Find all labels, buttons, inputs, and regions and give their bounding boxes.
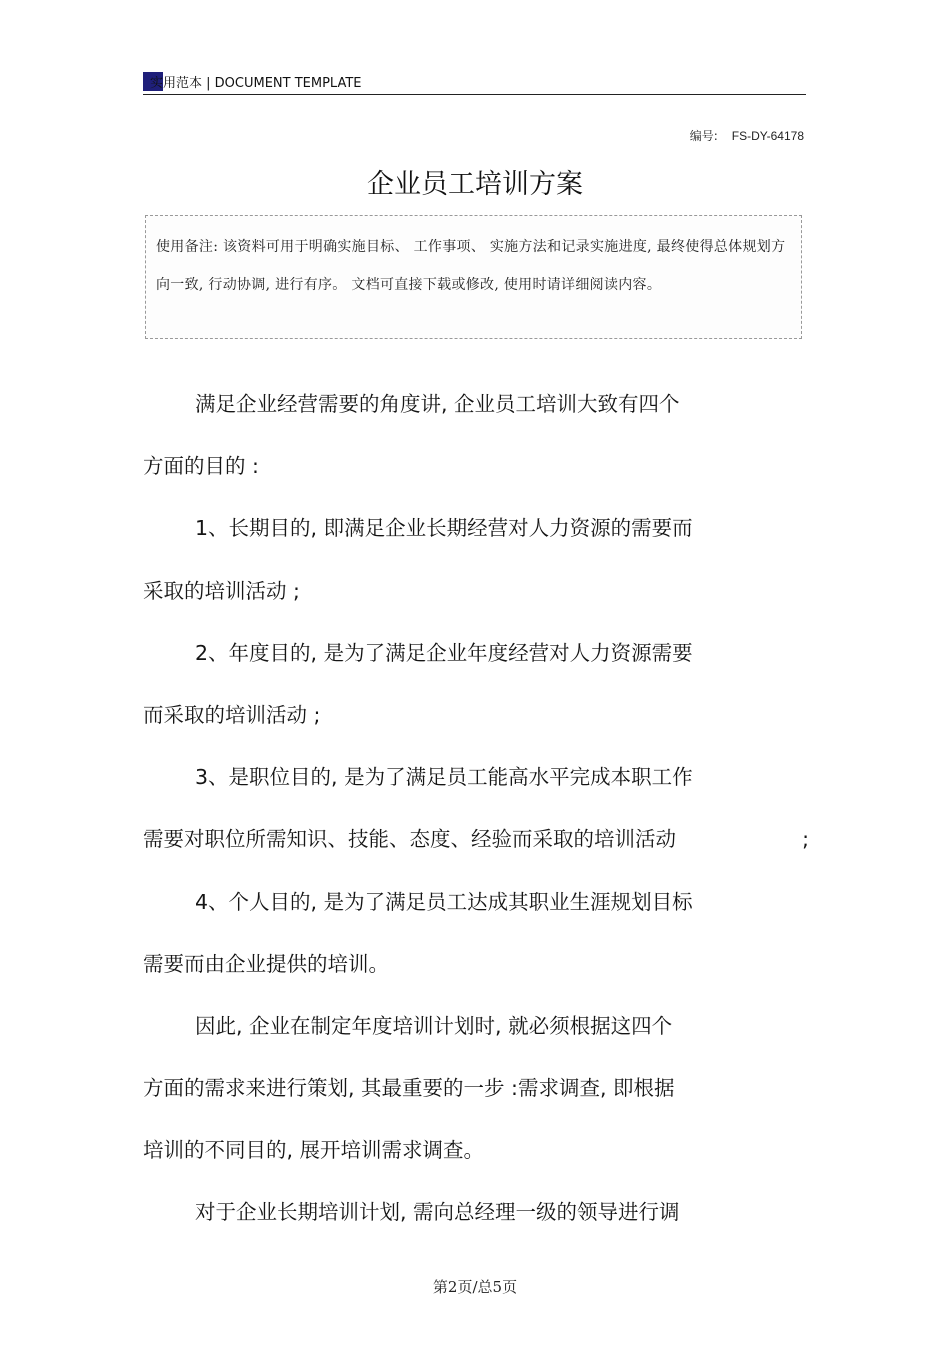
document-body [143,378,809,1249]
body-line: 对于企业长期培训计划, 需向总经理一级的领导进行调 [195,1200,680,1225]
body-line [143,813,809,875]
body-line: 满足企业经营需要的角度讲, 企业员工培训大致有四个 [195,392,680,416]
body-line-text: 需要对职位所需知识、技能、态度、经验而采取的培训活动 [143,827,676,852]
document-header [143,70,806,95]
body-line: 培训的不同目的, 展开培训需求调查。 [143,1138,485,1163]
trailing-semicolon: ; [802,827,809,852]
body-line: 2、年度目的, 是为了满足企业年度经营对人力资源需要 [195,640,693,665]
usage-note-box [145,215,802,339]
body-line: 方面的需求来进行策划, 其最重要的一步 :需求调查, 即根据 [143,1076,675,1101]
doc-number-value: FS-DY-64178 [731,129,804,143]
body-line: 3、是职位目的, 是为了满足员工能高水平完成本职工作 [195,765,693,790]
usage-note-text: 使用备注: 该资料可用于明确实施目标、 工作事项、 实施方法和记录实施进度, 最终使得总体规划方向一致, 行动协调, 进行有序。 文档可直接下载或修改, 使用时请详细阅读内容。 [156,239,786,293]
body-line: 因此, 企业在制定年度培训计划时, 就必须根据这四个 [195,1013,673,1038]
header-text: 实用范本 | DOCUMENT TEMPLATE [150,76,362,91]
body-line: 4、个人目的, 是为了满足员工达成其职业生涯规划目标 [195,889,693,914]
page-footer: 第2页/总5页 [432,1278,518,1296]
body-line: 而采取的培训活动 ; [143,702,321,727]
body-line: 需要而由企业提供的培训。 [143,951,389,976]
doc-number-label: 编号: [689,129,718,143]
page-title: 企业员工培训方案 [367,169,583,200]
body-line: 采取的培训活动 ; [143,578,300,603]
document-number [690,127,804,144]
body-line: 1、长期目的, 即满足企业长期经营对人力资源的需要而 [195,516,693,541]
body-line: 方面的目的 : [143,454,259,479]
